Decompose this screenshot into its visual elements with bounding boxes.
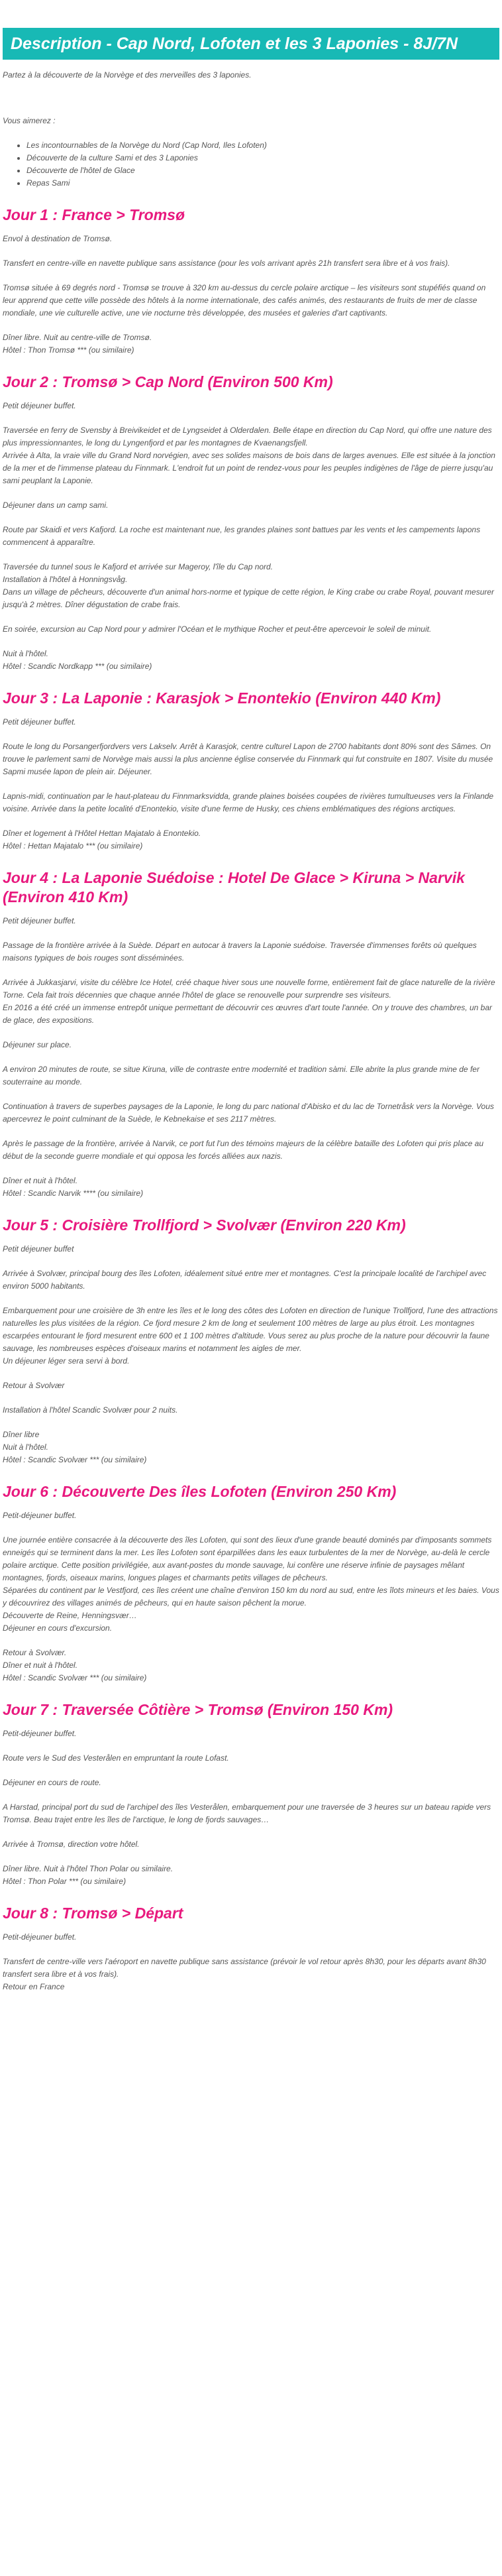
day-paragraph bbox=[3, 1956, 499, 1993]
text-line: Transfert en centre-ville en navette publique sans assistance (pour les vols arrivant après 21h transfert sera libre et à vos frais). bbox=[3, 259, 450, 268]
text-line: Installation à l'hôtel à Honningsvåg. bbox=[3, 575, 128, 584]
day-heading: Jour 4 : La Laponie Suédoise : Hotel De Glace > Kiruna > Narvik (Environ 410 Km) bbox=[3, 869, 465, 906]
text-line: Lapnis-midi, continuation par le haut-plateau du Finnmarksvidda, grande plaines boisées coupées de rivières tumultueuses vers la Finlande voisine. Arrivée dans la petite localité d'Enontekio, visite d'une ferme de Husky, ces chiens emblématiques des régions arctiques. bbox=[3, 791, 494, 813]
text-line: Hôtel : Thon Tromsø *** (ou similaire) bbox=[3, 345, 134, 355]
text-line: Hôtel : Scandic Svolvær *** (ou similaire) bbox=[3, 1673, 147, 1682]
text-line: Après le passage de la frontière, arrivée à Narvik, ce port fut l'un des témoins majeurs de la célèbre bataille des Lofoten qui pris place au début de la seconde guerre mondiale et qui opposa les forcés alliées aux nazis. bbox=[3, 1139, 484, 1161]
text-line: Une journée entière consacrée à la découverte des îles Lofoten, qui sont des lieux d'une grande beauté dominés par d'imposants sommets enneigés qui se terminent dans la mer. Les îles Lofoten sont éparpillées dans les eaux turbulentes de la mer de Norvège, au-delà le cercle polaire arctique. Cette position privilégiée, aux avant-postes du monde sauvage, lui confère une réserve infinie de paysages mêlant montagnes, fjords, oiseaux marins, longues plages et charmants petits villages de pêcheurs. bbox=[3, 1535, 492, 1582]
text-line: Hôtel : Thon Polar *** (ou similaire) bbox=[3, 1877, 126, 1886]
text-line: Dîner et nuit à l'hôtel. bbox=[3, 1176, 78, 1185]
text-line: Un déjeuner léger sera servi à bord. bbox=[3, 1356, 130, 1366]
text-line: Petit déjeuner buffet. bbox=[3, 916, 76, 925]
text-line: Arrivée à Alta, la vraie ville du Grand Nord norvégien, avec ses solides maisons de bois dans de larges avenues. Elle est située à la jonction de la mer et de l'immense plateau du Finnmark. L'endroit fut un point de rendez-vous pour les peuples indigènes de l'âge de pierre jusqu'au sami peuplant la Laponie. bbox=[3, 451, 495, 485]
text-line: Continuation à travers de superbes paysages de la Laponie, le long du parc national d'Abisko et du lac de Tornetråsk vers la Norvège. Vous apercevrez le point culminant de la Suède, le Kebnekaise et ses 2117 mètres. bbox=[3, 1102, 494, 1124]
text-line: Traversée en ferry de Svensby à Breivikeidet et de Lyngseidet à Olderdalen. Belle étape en direction du Cap Nord, qui offre une nature des plus impressionnantes, le long du Lyngenfjord et par les montagnes de Kvaenangsfjell. bbox=[3, 426, 492, 447]
day-paragraph bbox=[3, 939, 499, 965]
day-paragraph bbox=[3, 1727, 499, 1740]
text-line: Dîner libre. Nuit au centre-ville de Tromsø. bbox=[3, 333, 152, 342]
text-line: Route le long du Porsangerfjordvers vers Lakselv. Arrêt à Karasjok, centre culturel Lapon de 2700 habitants dont 80% sont des Sâmes. On trouve le parlement sami de Norvège mais aussi la plus ancienne église conservée du Finnmark qui fut construite en 1807. Visite du musée Sapmi musée lapon de plein air. Déjeuner. bbox=[3, 742, 493, 776]
day-paragraph bbox=[3, 282, 499, 320]
list-item: • Repas Sami bbox=[26, 177, 499, 190]
day-paragraph bbox=[3, 1931, 499, 1944]
text-line: En soirée, excursion au Cap Nord pour y admirer l'Océan et le mythique Rocher et peut-être apercevoir le soleil de minuit. bbox=[3, 624, 432, 634]
text-line: Nuit à l'hôtel. bbox=[3, 649, 48, 658]
text-line: Nuit à l'hôtel. bbox=[3, 1442, 48, 1452]
day-paragraph bbox=[3, 499, 499, 512]
list-item: • Découverte de l'hôtel de Glace bbox=[26, 164, 499, 177]
text-line: Déjeuner dans un camp sami. bbox=[3, 500, 109, 510]
text-line: Envol à destination de Tromsø. bbox=[3, 234, 113, 243]
day-paragraph bbox=[3, 1404, 499, 1417]
text-line: Arrivée à Jukkasjarvi, visite du célèbre Ice Hotel, créé chaque hiver sous une nouvelle forme, entièrement fait de glace naturelle de la rivière Torne. Cela fait trois décennies que chaque année l'hôtel de glace se renouvelle pour surprendre ses visiteurs. bbox=[3, 978, 495, 1000]
day-paragraph bbox=[3, 1647, 499, 1684]
day-paragraph bbox=[3, 1429, 499, 1466]
day-paragraph bbox=[3, 648, 499, 673]
text-line: Route vers le Sud des Vesterålen en empruntant la route Lofast. bbox=[3, 1753, 229, 1763]
list-item: • Découverte de la culture Sami et des 3 Laponies bbox=[26, 152, 499, 164]
text-line: Dîner libre. Nuit à l'hôtel Thon Polar ou similaire. bbox=[3, 1864, 174, 1873]
day-paragraph bbox=[3, 1100, 499, 1126]
spacer bbox=[3, 82, 499, 115]
day-heading: Jour 1 : France > Tromsø bbox=[3, 206, 185, 223]
day-paragraph bbox=[3, 1267, 499, 1293]
itinerary bbox=[3, 205, 499, 1993]
text-line: Petit-déjeuner buffet. bbox=[3, 1511, 77, 1520]
day-paragraph bbox=[3, 400, 499, 412]
day-paragraph bbox=[3, 1509, 499, 1522]
text-line: En 2016 a été créé un immense entrepôt unique permettant de découvrir ces œuvres d'art toute l'année. On y trouve des chambres, un bar de glace, des expositions. bbox=[3, 1003, 492, 1025]
day-paragraph bbox=[3, 1838, 499, 1851]
text-line: Hôtel : Scandic Nordkapp *** (ou similaire) bbox=[3, 662, 152, 671]
text-line: Hôtel : Hettan Majatalo *** (ou similaire) bbox=[3, 841, 143, 850]
day-paragraph bbox=[3, 1801, 499, 1826]
text-line: Embarquement pour une croisière de 3h entre les îles et le long des côtes des Lofoten en direction de l'unique Trollfjord, l'une des attractions naturelles les plus visitées de la région. Ce fjord mesure 2 km de long et seulement 100 mètres de large au plus étroit. Les montagnes escarpées entourant le fjord mesurent entre 600 et 1 100 mètres d'altitude. Vous serez au plus proche de la nature pour découvrir la faune sauvage, les nombreuses espèces d'oiseaux marins et notamment les aigles de mer. bbox=[3, 1306, 498, 1353]
text-line: Petit déjeuner buffet bbox=[3, 1244, 74, 1254]
day-paragraph bbox=[3, 1039, 499, 1051]
day-paragraph bbox=[3, 1863, 499, 1888]
text-line: Passage de la frontière arrivée à la Suède. Départ en autocar à travers la Laponie suédoise. Traversée d'immenses forêts où quelques maisons typiques de bois rouges sont disséminées. bbox=[3, 941, 477, 963]
text-line: Hôtel : Scandic Narvik **** (ou similaire) bbox=[3, 1189, 144, 1198]
text-line: Hôtel : Scandic Svolvær *** (ou similaire) bbox=[3, 1455, 147, 1464]
day-paragraph bbox=[3, 1534, 499, 1635]
text-line: Installation à l'hôtel Scandic Svolvær pour 2 nuits. bbox=[3, 1405, 178, 1415]
text-line: Découverte de Reine, Henningsvær… bbox=[3, 1611, 137, 1620]
text-line: A Harstad, principal port du sud de l'archipel des îles Vesterålen, embarquement pour une traversée de 3 heures sur un bateau rapide vers Tromsø. Beau trajet entre les îles de l'arctique, le long de fjords sauvages… bbox=[3, 1802, 491, 1824]
text-line: Transfert de centre-ville vers l'aéroport en navette publique sans assistance (prévoir le vol retour après 8h30, pour les départs avant 8h30 transfert sera libre et à vos frais). bbox=[3, 1957, 486, 1979]
text-line: Déjeuner en cours de route. bbox=[3, 1778, 101, 1787]
day-paragraph bbox=[3, 331, 499, 357]
day-paragraph bbox=[3, 233, 499, 245]
text-line: Dîner et logement à l'Hôtel Hettan Majatalo à Enontekio. bbox=[3, 829, 201, 838]
day-paragraph bbox=[3, 976, 499, 1027]
day-paragraph bbox=[3, 561, 499, 611]
day-heading: Jour 2 : Tromsø > Cap Nord (Environ 500 Km) bbox=[3, 373, 333, 390]
day-paragraph bbox=[3, 1305, 499, 1368]
day-heading: Jour 3 : La Laponie : Karasjok > Enontekio (Environ 440 Km) bbox=[3, 689, 441, 707]
day-paragraph bbox=[3, 524, 499, 549]
list-item: • Les incontournables de la Norvège du Nord (Cap Nord, Iles Lofoten) bbox=[26, 139, 499, 152]
day-paragraph bbox=[3, 1752, 499, 1765]
day-paragraph bbox=[3, 1175, 499, 1200]
loves-heading: Vous aimerez : bbox=[3, 116, 56, 125]
text-line: Petit-déjeuner buffet. bbox=[3, 1729, 77, 1738]
text-line: Route par Skaidi et vers Kafjord. La roche est maintenant nue, les grandes plaines sont battues par les vents et les campements lapons commencent à apparaître. bbox=[3, 525, 481, 547]
day-heading: Jour 5 : Croisière Trollfjord > Svolvær (Environ 220 Km) bbox=[3, 1216, 406, 1234]
day-paragraph bbox=[3, 1379, 499, 1392]
day-heading: Jour 7 : Traversée Côtière > Tromsø (Environ 150 Km) bbox=[3, 1701, 393, 1718]
text-line: Petit déjeuner buffet. bbox=[3, 401, 76, 410]
day-paragraph bbox=[3, 740, 499, 778]
day-paragraph bbox=[3, 257, 499, 270]
loves-list bbox=[3, 139, 499, 190]
day-paragraph bbox=[3, 716, 499, 729]
text-line: Séparées du continent par le Vestfjord, ces îles créent une chaîne d'environ 150 km du nord au sud, entre les îlots mineurs et les baies. Vous y découvrirez des villages animés de pêcheurs, qui en haute saison pêchent la morue. bbox=[3, 1586, 499, 1608]
text-line: Dîner et nuit à l'hôtel. bbox=[3, 1661, 78, 1670]
text-line: Petit déjeuner buffet. bbox=[3, 717, 76, 727]
day-paragraph bbox=[3, 790, 499, 815]
text-line: Retour à Svolvær. bbox=[3, 1648, 67, 1657]
text-line: Petit-déjeuner buffet. bbox=[3, 1932, 77, 1942]
text-line: Retour à Svolvær bbox=[3, 1381, 65, 1390]
text-line: Dans un village de pêcheurs, découverte d'un animal hors-norme et typique de cette région, le King crabe ou crabe Royal, pouvant mesurer jusqu'à 2 mètres. Dîner dégustation de crabe frais. bbox=[3, 587, 495, 609]
day-paragraph bbox=[3, 1777, 499, 1789]
text-line: Déjeuner en cours d'excursion. bbox=[3, 1623, 113, 1633]
day-paragraph bbox=[3, 1138, 499, 1163]
day-paragraph bbox=[3, 915, 499, 927]
day-paragraph bbox=[3, 623, 499, 636]
day-heading: Jour 6 : Découverte Des îles Lofoten (Environ 250 Km) bbox=[3, 1483, 397, 1500]
day-paragraph bbox=[3, 1063, 499, 1088]
text-line: Déjeuner sur place. bbox=[3, 1040, 72, 1049]
day-paragraph bbox=[3, 827, 499, 852]
text-line: A environ 20 minutes de route, se situe Kiruna, ville de contraste entre modernité et tradition sàmi. Elle abrite la plus grande mine de fer souterraine au monde. bbox=[3, 1065, 479, 1086]
text-line: Traversée du tunnel sous le Kafjord et arrivée sur Mageroy, l'île du Cap nord. bbox=[3, 562, 274, 571]
text-line: Arrivée à Svolvær, principal bourg des îles Lofoten, idéalement situé entre mer et montagnes. C'est la principale localité de l'archipel avec environ 5000 habitants. bbox=[3, 1269, 487, 1291]
day-heading: Jour 8 : Tromsø > Départ bbox=[3, 1904, 183, 1922]
text-line: Retour en France bbox=[3, 1982, 65, 1991]
intro-text: Partez à la découverte de la Norvège et des merveilles des 3 laponies. bbox=[3, 70, 252, 80]
day-paragraph bbox=[3, 1243, 499, 1256]
text-line: Tromsø située à 69 degrés nord - Tromsø se trouve à 320 km au-dessus du cercle polaire arctique – les visiteurs sont stupéfiés quand on leur apprend que cette ville possède des hôtels à la norme internationale, des cafés animés, des restaurants de fruits de mer de classe mondiale, une vie culturelle active, une vie nocturne très développée, des musées et galeries d'art captivants. bbox=[3, 283, 486, 318]
page-title: Description - Cap Nord, Lofoten et les 3 Laponies - 8J/7N bbox=[3, 28, 499, 60]
day-paragraph bbox=[3, 424, 499, 487]
text-line: Arrivée à Tromsø, direction votre hôtel. bbox=[3, 1840, 140, 1849]
text-line: Dîner libre bbox=[3, 1430, 40, 1439]
page bbox=[0, 28, 502, 1993]
